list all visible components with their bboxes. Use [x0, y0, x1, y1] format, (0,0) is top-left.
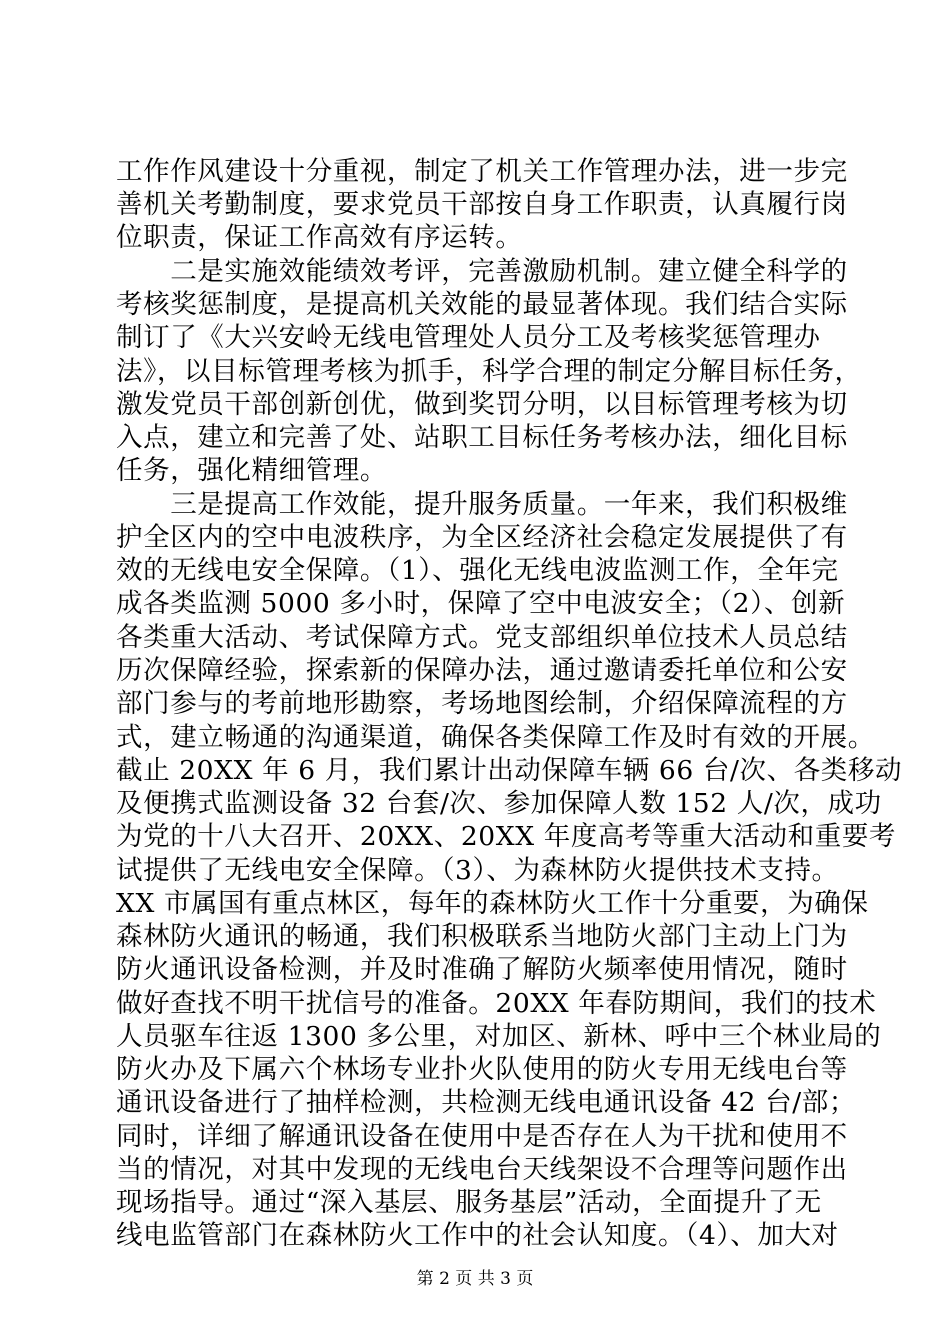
body-text-line: 制订了《大兴安岭无线电管理处人员分工及考核奖惩管理办	[116, 322, 821, 353]
body-text-line: 截止 20XX 年 6 月，我们累计出动保障车辆 66 台/次、各类移动	[116, 755, 903, 786]
body-text-line: 人员驱车往返 1300 多公里，对加区、新林、呼中三个林业局的	[116, 1021, 882, 1052]
page-footer: 第 2 页 共 3 页	[416, 1269, 534, 1289]
body-text-line: 当的情况，对其中发现的无线电台天线架设不合理等问题作出	[116, 1154, 848, 1185]
body-text-line: 考核奖惩制度，是提高机关效能的最显著体现。我们结合实际	[116, 289, 848, 320]
body-text-line: 防火办及下属六个林场专业扑火队使用的防火专用无线电台等	[116, 1054, 848, 1085]
body-text-line: 成各类监测 5000 多小时，保障了空中电波安全；（2）、创新	[116, 588, 846, 619]
body-text-line: 为党的十八大召开、20XX、20XX 年度高考等重大活动和重要考	[116, 821, 897, 852]
body-text-line: 善机关考勤制度，要求党员干部按自身工作职责，认真履行岗	[116, 189, 848, 220]
body-text-line: 护全区内的空中电波秩序，为全区经济社会稳定发展提供了有	[116, 522, 848, 553]
body-text-line: 做好查找不明干扰信号的准备。20XX 年春防期间，我们的技术	[116, 988, 877, 1019]
body-text-line: 任务，强化精细管理。	[116, 455, 387, 486]
body-text-line: 二是实施效能绩效考评，完善激励机制。建立健全科学的	[116, 256, 848, 287]
body-text-line: XX 市属国有重点林区，每年的森林防火工作十分重要，为确保	[116, 888, 869, 919]
body-text-line: 法》，以目标管理考核为抓手，科学合理的制定分解目标任务，	[116, 356, 862, 387]
body-text-line: 式，建立畅通的沟通渠道，确保各类保障工作及时有效的开展。	[116, 722, 875, 753]
body-text-line: 森林防火通讯的畅通，我们积极联系当地防火部门主动上门为	[116, 921, 848, 952]
body-text-line: 三是提高工作效能，提升服务质量。一年来，我们积极维	[116, 489, 848, 520]
body-text-line: 工作作风建设十分重视，制定了机关工作管理办法，进一步完	[116, 156, 848, 187]
body-text-line: 通讯设备进行了抽样检测，共检测无线电通讯设备 42 台/部；	[116, 1087, 856, 1118]
body-text-line: 同时，详细了解通讯设备在使用中是否存在人为干扰和使用不	[116, 1121, 848, 1152]
body-text-line: 现场指导。通过“深入基层、服务基层”活动，全面提升了无	[116, 1187, 822, 1218]
body-text-line: 及便携式监测设备 32 台套/次、参加保障人数 152 人/次，成功	[116, 788, 882, 819]
body-text-line: 位职责，保证工作高效有序运转。	[116, 222, 523, 253]
body-text-line: 效的无线电安全保障。（1）、强化无线电波监测工作，全年完	[116, 555, 839, 586]
body-text-line: 部门参与的考前地形勘察，考场地图绘制，介绍保障流程的方	[116, 688, 848, 719]
body-text-line: 历次保障经验，探索新的保障办法，通过邀请委托单位和公安	[116, 655, 848, 686]
body-text-line: 线电监管部门在森林防火工作中的社会认知度。（4）、加大对	[116, 1220, 839, 1251]
body-text-line: 入点，建立和完善了处、站职工目标任务考核办法，细化目标	[116, 422, 848, 453]
body-text-line: 各类重大活动、考试保障方式。党支部组织单位技术人员总结	[116, 622, 848, 653]
body-text-line: 防火通讯设备检测，并及时准确了解防火频率使用情况，随时	[116, 954, 848, 985]
body-text-line: 试提供了无线电安全保障。（3）、为森林防火提供技术支持。	[116, 855, 839, 886]
body-text-line: 激发党员干部创新创优，做到奖罚分明，以目标管理考核为切	[116, 389, 848, 420]
